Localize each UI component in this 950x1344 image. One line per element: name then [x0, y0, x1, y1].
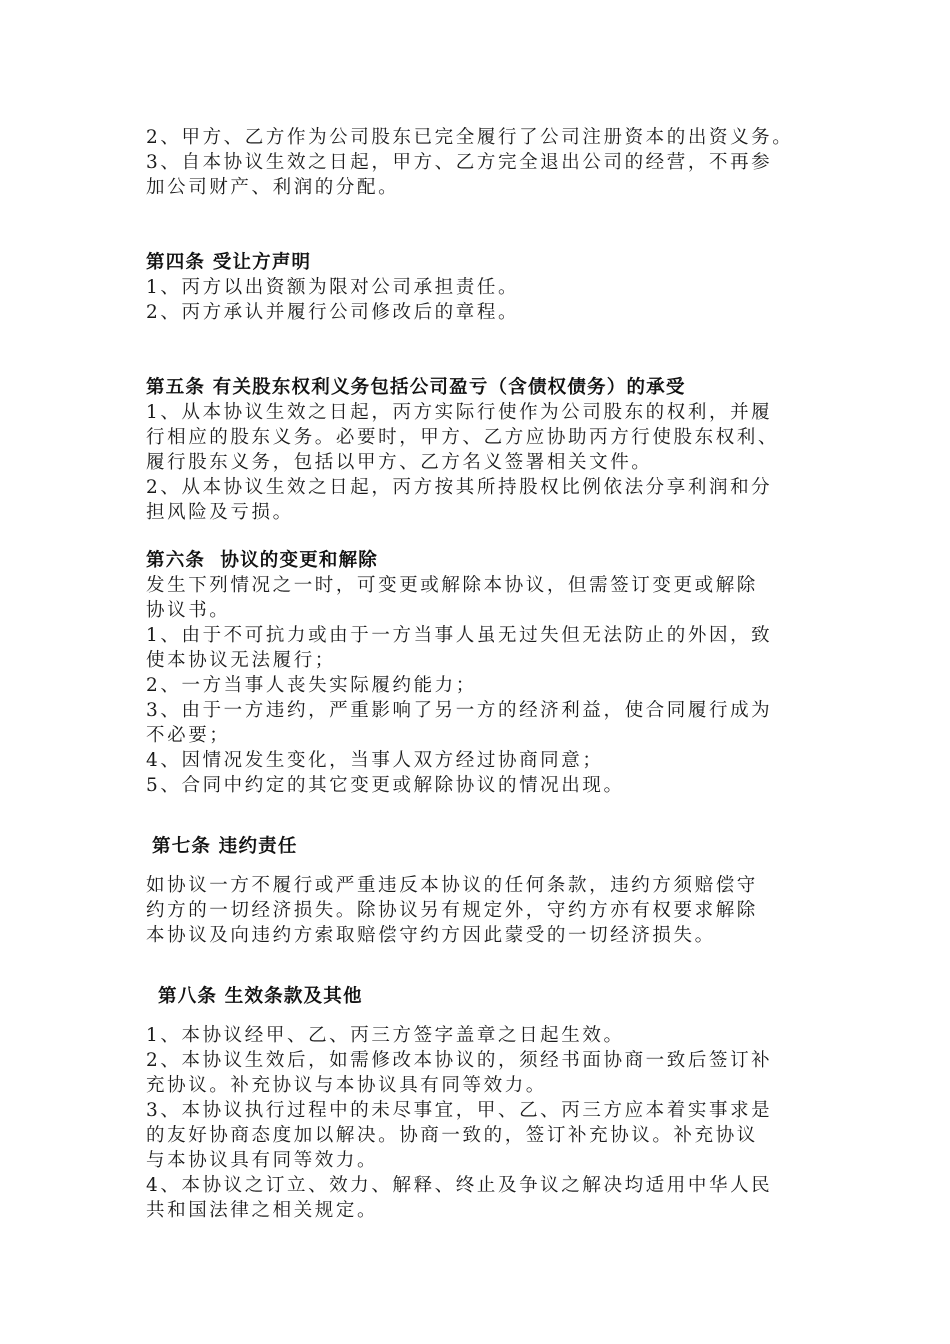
- art6-line-8: 4、因情况发生变化，当事人双方经过协商同意；: [146, 750, 604, 771]
- art5-line-5: 担风险及亏损。: [146, 502, 294, 523]
- art6-heading: 第六条 协议的变更和解除: [146, 550, 378, 571]
- art5-line-4: 2、从本协议生效之日起，丙方按其所持股权比例依法分享利润和分: [146, 477, 773, 498]
- art6-line-9: 5、合同中约定的其它变更或解除协议的情况出现。: [146, 775, 625, 796]
- art4-line-2: 2、丙方承认并履行公司修改后的章程。: [146, 302, 520, 323]
- art6-line-4: 使本协议无法履行；: [146, 650, 336, 671]
- art8-line-6: 与本协议具有同等效力。: [146, 1150, 379, 1171]
- art8-line-2: 2、本协议生效后，如需修改本协议的，须经书面协商一致后签订补: [146, 1050, 773, 1071]
- art5-line-2: 行相应的股东义务。必要时，甲方、乙方应协助丙方行使股东权利、: [146, 427, 780, 448]
- art6-line-1: 发生下列情况之一时，可变更或解除本协议，但需签订变更或解除: [146, 575, 758, 596]
- art8-line-7: 4、本协议之订立、效力、解释、终止及争议之解决均适用中华人民: [146, 1175, 773, 1196]
- art8-line-5: 的友好协商态度加以解决。协商一致的，签订补充协议。补充协议: [146, 1125, 758, 1146]
- art3-line-3: 加公司财产、利润的分配。: [146, 177, 400, 198]
- art4-heading: 第四条 受让方声明: [146, 252, 312, 273]
- art5-line-1: 1、从本协议生效之日起，丙方实际行使作为公司股东的权利，并履: [146, 402, 773, 423]
- art6-line-6: 3、由于一方违约，严重影响了另一方的经济利益，使合同履行成为: [146, 700, 773, 721]
- art8-line-4: 3、本协议执行过程中的未尽事宜，甲、乙、丙三方应本着实事求是: [146, 1100, 773, 1121]
- art7-line-2: 约方的一切经济损失。除协议另有规定外，守约方亦有权要求解除: [146, 900, 758, 921]
- art8-line-8: 共和国法律之相关规定。: [146, 1200, 379, 1221]
- art6-line-7: 不必要；: [146, 725, 231, 746]
- art5-line-3: 履行股东义务，包括以甲方、乙方名义签署相关文件。: [146, 452, 653, 473]
- art7-line-3: 本协议及向违约方索取赔偿守约方因此蒙受的一切经济损失。: [146, 925, 716, 946]
- art3-line-1: 2、甲方、乙方作为公司股东已完全履行了公司注册资本的出资义务。: [146, 127, 794, 148]
- art7-heading: 第七条 违约责任: [152, 836, 298, 857]
- art6-line-2: 协议书。: [146, 600, 231, 621]
- art8-line-1: 1、本协议经甲、乙、丙三方签字盖章之日起生效。: [146, 1025, 625, 1046]
- art6-line-3: 1、由于不可抗力或由于一方当事人虽无过失但无法防止的外因，致: [146, 625, 773, 646]
- art7-line-1: 如协议一方不履行或严重违反本协议的任何条款，违约方须赔偿守: [146, 875, 758, 896]
- art5-heading: 第五条 有关股东权利义务包括公司盈亏（含债权债务）的承受: [146, 377, 686, 398]
- art6-line-5: 2、一方当事人丧失实际履约能力；: [146, 675, 477, 696]
- art3-line-2: 3、自本协议生效之日起，甲方、乙方完全退出公司的经营，不再参: [146, 152, 773, 173]
- art4-line-1: 1、丙方以出资额为限对公司承担责任。: [146, 277, 520, 298]
- art8-line-3: 充协议。补充协议与本协议具有同等效力。: [146, 1075, 547, 1096]
- art8-heading: 第八条 生效条款及其他: [158, 986, 363, 1007]
